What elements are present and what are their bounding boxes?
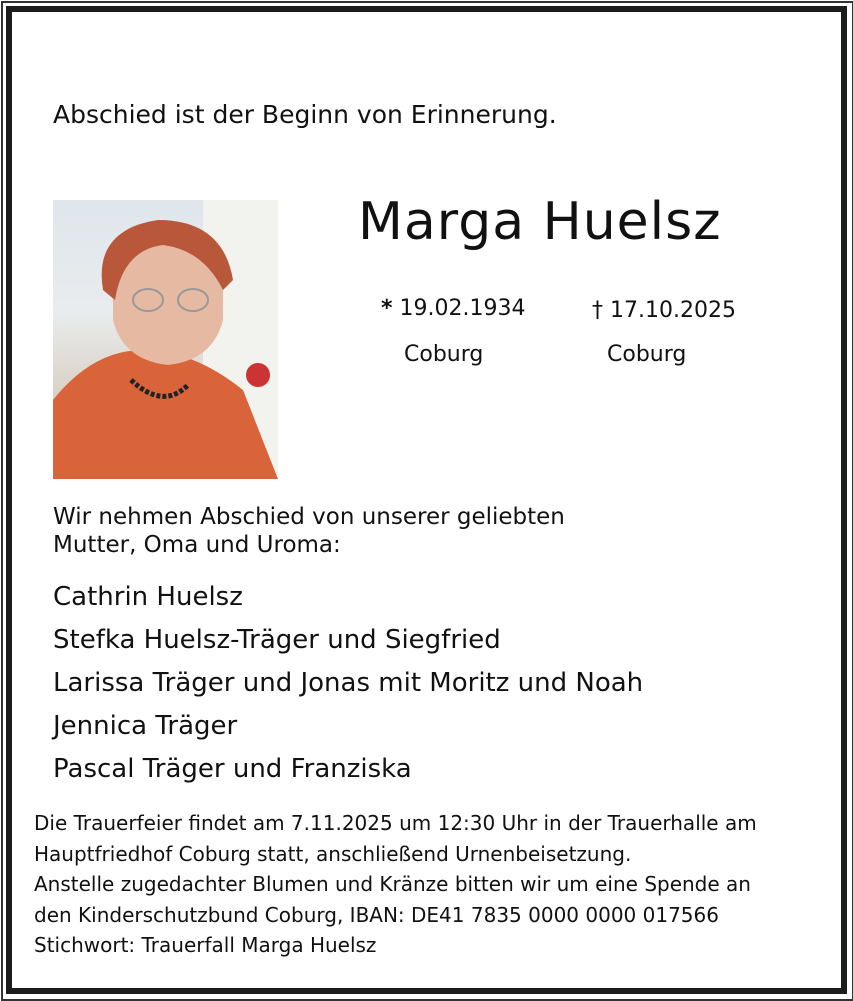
deceased-name: Marga Huelsz (358, 192, 722, 252)
death-cross-icon: † (592, 298, 603, 323)
motto: Abschied ist der Beginn von Erinnerung. (53, 100, 557, 129)
family-member: Stefka Huelsz-Träger und Siegfried (53, 625, 501, 655)
info-line: Anstelle zugedachter Blumen und Kränze bitten wir um eine Spende an (34, 872, 751, 896)
family-member: Cathrin Huelsz (53, 582, 243, 612)
birth-star-icon: * (381, 296, 393, 321)
death-date: 17.10.2025 (610, 298, 736, 323)
info-line: den Kinderschutzbund Coburg, IBAN: DE41 7835 0000 0000 017566 (34, 902, 719, 927)
intro-line: Wir nehmen Abschied von unserer geliebten (53, 504, 565, 530)
info-line: Hauptfriedhof Coburg statt, anschließend Urnenbeisetzung. (34, 841, 632, 866)
family-member: Pascal Träger und Franziska (53, 754, 412, 784)
intro-line: Mutter, Oma und Uroma: (53, 532, 341, 558)
death-line (592, 298, 736, 323)
family-member: Larissa Träger und Jonas mit Moritz und Noah (53, 668, 644, 698)
death-place: Coburg (607, 342, 687, 367)
birth-date: 19.02.1934 (399, 296, 526, 321)
portrait-photo (53, 200, 278, 479)
funeral-info (34, 808, 757, 961)
info-line: Die Trauerfeier findet am 7.11.2025 um 12:30 Uhr in der Trauerhalle am (34, 811, 757, 835)
info-line: Stichwort: Trauerfall Marga Huelsz (34, 933, 377, 957)
intro-text (53, 503, 565, 559)
birth-place: Coburg (404, 342, 484, 367)
birth-line (381, 296, 525, 321)
family-member: Jennica Träger (53, 711, 238, 741)
